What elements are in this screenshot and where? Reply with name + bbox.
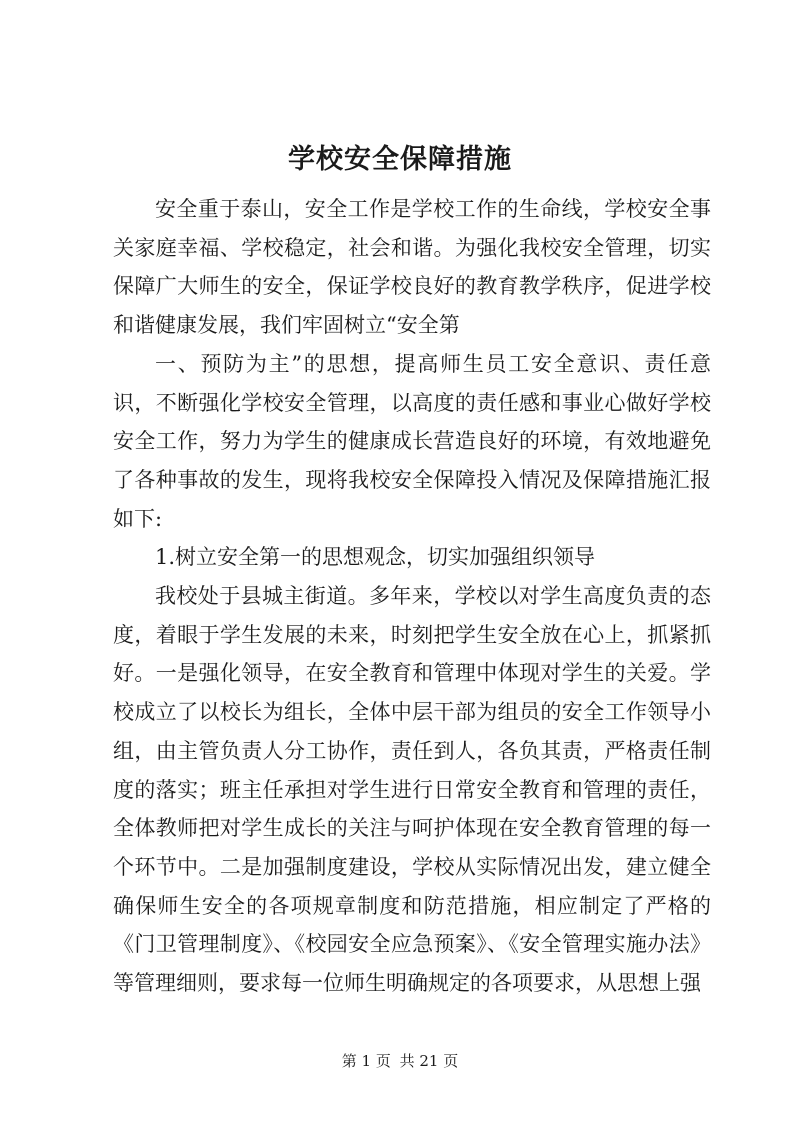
document-body (113, 190, 711, 1003)
paragraph-principle: 一、预防为主”的思想，提高师生员工安全意识、责任意识，不断强化学校安全管理，以高度的责任感和事业心做好学校安全工作，努力为学生的健康成长营造良好的环境，有效地避免了各种事故的发生，现将我校安全保障投入情况及保障措施汇报如下: (113, 351, 711, 531)
page-total: 共 21 页 (399, 1052, 459, 1070)
page-footer (0, 1050, 800, 1072)
section-heading-1: 1.树立安全第一的思想观念，切实加强组织领导 (155, 545, 596, 570)
page-number: 第 1 页 (341, 1052, 391, 1070)
document-title: 学校安全保障措施 (288, 144, 512, 175)
paragraph-section-1: 我校处于县城主街道。多年来，学校以对学生高度负责的态度，着眼于学生发展的未来，时刻把学生安全放在心上，抓紧抓好。一是强化领导，在安全教育和管理中体现对学生的关爱。学校成立了以校长为组长，全体中层干部为组员的安全工作领导小组，由主管负责人分工协作，责任到人，各负其责，严格责任制度的落实；班主任承担对学生进行日常安全教育和管理的责任，全体教师把对学生成长的关注与呵护体现在安全教育管理的每一个环节中。二是加强制度建设，学校从实际情况出发，建立健全确保师生安全的各项规章制度和防范措施，相应制定了严格的《门卫管理制度》、《校园安全应急预案》、《安全管理实施办法》等管理细则，要求每一位师生明确规定的各项要求，从思想上强 (113, 584, 711, 996)
paragraph-intro: 安全重于泰山，安全工作是学校工作的生命线，学校安全事关家庭幸福、学校稳定，社会和谐。为强化我校安全管理，切实保障广大师生的安全，保证学校良好的教育教学秩序，促进学校和谐健康发展，我们牢固树立“安全第 (113, 197, 711, 338)
